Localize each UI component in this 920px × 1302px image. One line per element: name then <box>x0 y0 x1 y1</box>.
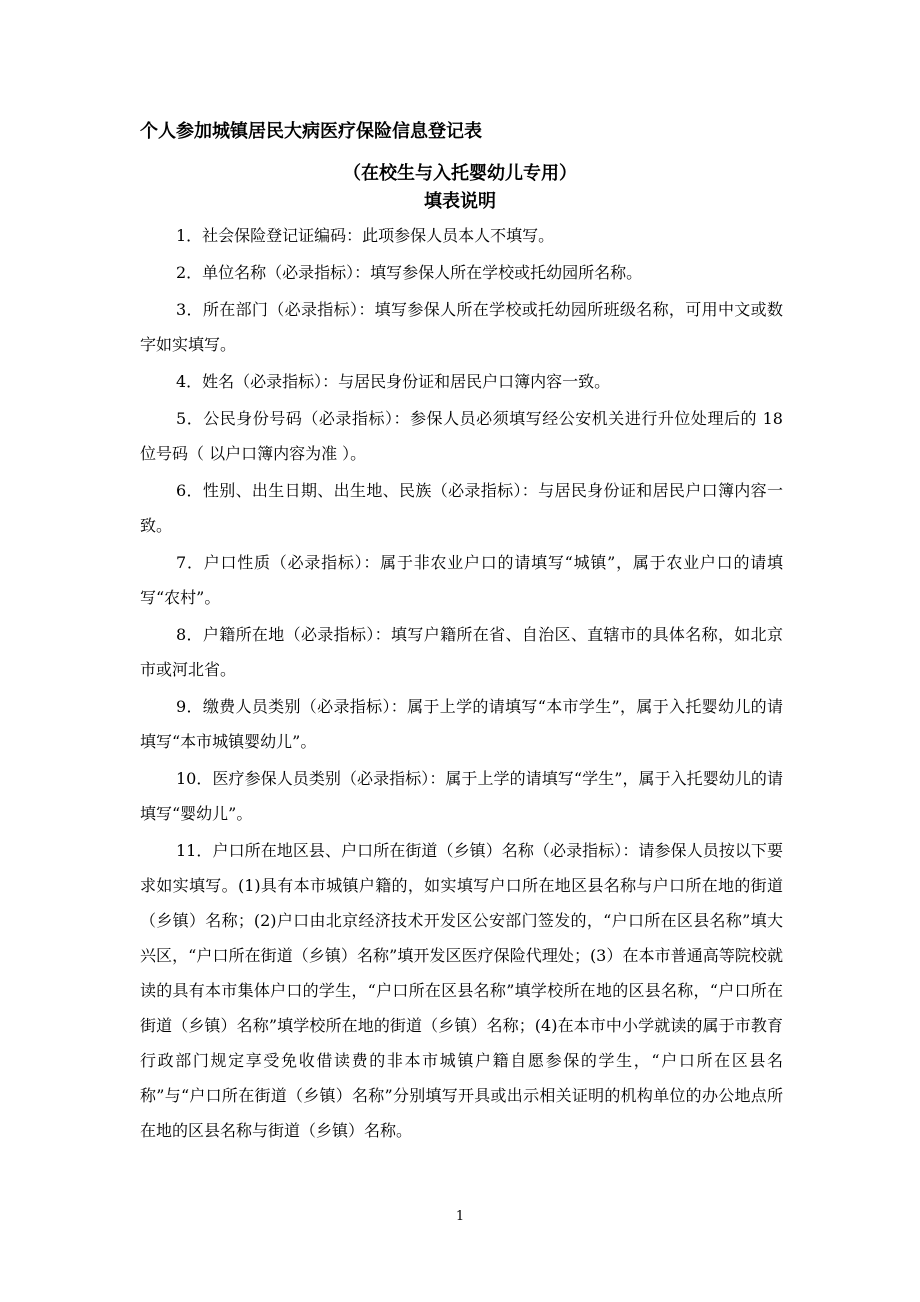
instruction-item: 9．缴费人员类别（必录指标）：属于上学的请填写“本市学生”，属于入托婴幼儿的请填写“本市城镇婴幼儿”。 <box>140 697 783 751</box>
document-title: 个人参加城镇居民大病医疗保险信息登记表 <box>140 121 482 142</box>
instruction-item: 7．户口性质（必录指标）：属于非农业户口的请填写“城镇”，属于农业户口的请填写“农村”。 <box>140 553 783 607</box>
instruction-item: 11．户口所在地区县、户口所在街道（乡镇）名称（必录指标）：请参保人员按以下要求如实填写。(1)具有本市城镇户籍的，如实填写户口所在地区县名称与户口所在地的街道（乡镇）名称；(2)户口由北京经济技术开发区公安部门签发的，“户口所在区县名称”填大兴区，“户口所在街道（乡镇）名称”填开发区医疗保险代理处；(3）在本市普通高等院校就读的具有本市集体户口的学生，“户口所在区县名称”填学校所在地的区县名称，“户口所在街道（乡镇）名称”填学校所在地的街道（乡镇）名称；(4)在本市中小学就读的属于市教育行政部门规定享受免收借读费的非本市城镇户籍自愿参保的学生，“户口所在区县名称”与“户口所在街道（乡镇）名称”分别填写开具或出示相关证明的机构单位的办公地点所在地的区县名称与街道（乡镇）名称。 <box>140 841 783 1140</box>
instruction-list <box>140 218 783 1150</box>
instruction-item: 1．社会保险登记证编码：此项参保人员本人不填写。 <box>176 226 555 245</box>
instruction-item: 2．单位名称（必录指标）：填写参保人所在学校或托幼园所名称。 <box>176 263 643 282</box>
instruction-item: 6．性别、出生日期、出生地、民族（必录指标）：与居民身份证和居民户口簿内容一致。 <box>140 481 783 535</box>
instruction-item: 10．医疗参保人员类别（必录指标）：属于上学的请填写“学生”，属于入托婴幼儿的请填写“婴幼儿”。 <box>140 769 783 823</box>
instruction-item: 8．户籍所在地（必录指标）：填写户籍所在省、自治区、直辖市的具体名称，如北京市或河北省。 <box>140 625 783 679</box>
instruction-item: 5．公民身份号码（必录指标）：参保人员必须填写经公安机关进行升位处理后的 18 位号码（ 以户口簿内容为准 ）。 <box>140 409 783 463</box>
instruction-item: 4．姓名（必录指标）：与居民身份证和居民户口簿内容一致。 <box>176 372 611 391</box>
page-number: 1 <box>455 1209 465 1224</box>
document-subtitle: （在校生与入托婴幼儿专用） <box>343 163 577 184</box>
instruction-item: 3．所在部门（必录指标）：填写参保人所在学校或托幼园所班级名称，可用中文或数字如实填写。 <box>140 300 783 354</box>
section-heading: 填表说明 <box>424 191 496 212</box>
